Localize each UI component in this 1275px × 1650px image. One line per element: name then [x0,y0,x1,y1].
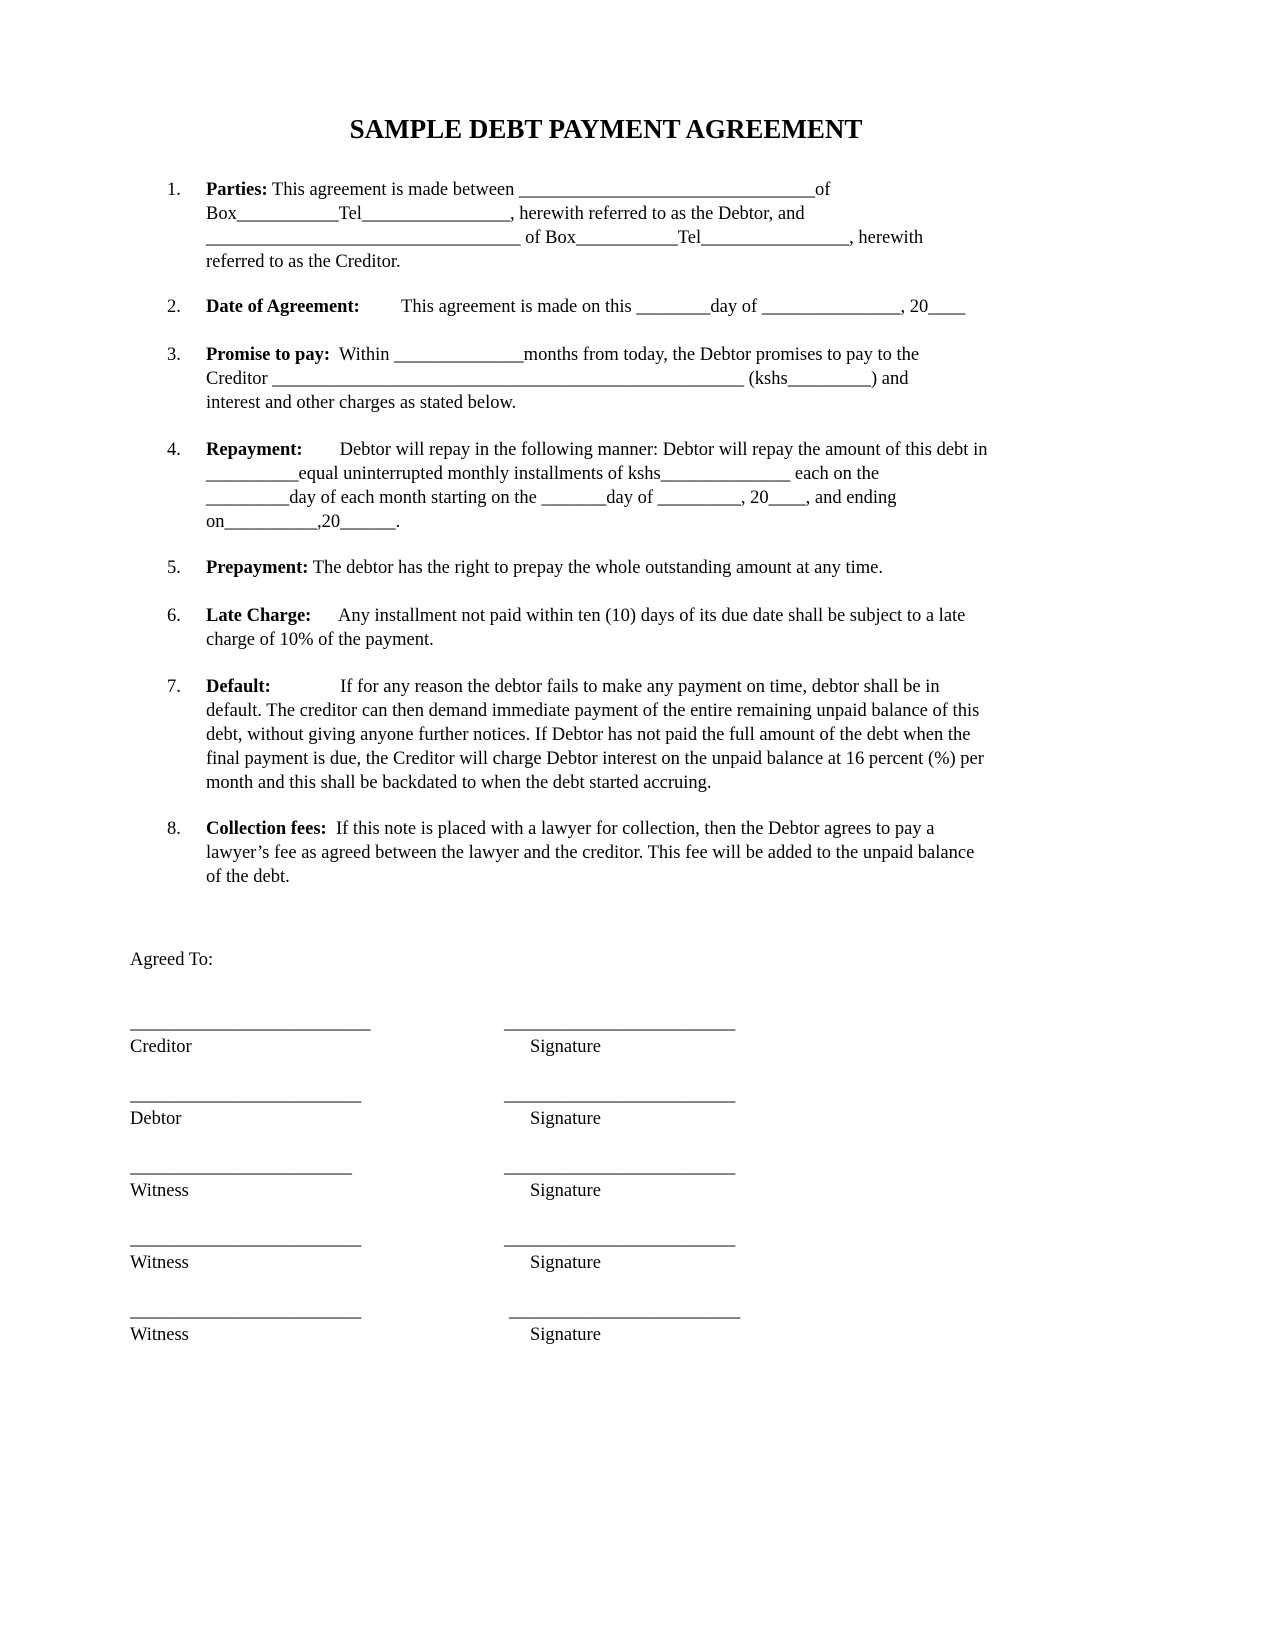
clause-heading: Parties: [206,180,268,200]
clause-line: charge of 10% of the payment. [206,630,434,650]
clause-text: This agreement is made on this ________day of _______________, 20____ [359,297,966,317]
signature-row-witness-3 [0,1299,1275,1359]
clause-heading: Date of Agreement: [206,297,360,317]
document-title: SAMPLE DEBT PAYMENT AGREEMENT [349,114,863,144]
clause-body [206,178,1086,274]
clause-line: debt, without giving anyone further notices. If Debtor has not paid the full amount of the debt when the [206,725,971,745]
clause-body [206,817,1086,889]
clause-text: Within ______________months from today, the Debtor promises to pay to the [330,345,920,365]
clause-heading: Promise to pay: [206,345,330,365]
clause-text: If for any reason the debtor fails to make any payment on time, debtor shall be in [270,677,940,697]
clause-heading: Prepayment: [206,558,309,578]
role-label: Witness [130,1253,189,1273]
clause-body [206,604,1086,652]
clause-body [206,556,1086,580]
clause-heading: Default: [206,677,271,697]
clause-number: 2. [167,297,181,317]
signature-row-witness-2 [0,1227,1275,1287]
clause-line: __________equal uninterrupted monthly installments of kshs______________ each on the [206,464,880,484]
signature-line: _________________________ [509,1301,741,1321]
name-line: ________________________ [130,1157,352,1177]
signature-label: Signature [530,1181,601,1201]
clause-number: 7. [167,677,181,697]
signature-row-debtor [0,1083,1275,1143]
clause-line [206,604,1086,628]
role-label: Witness [130,1181,189,1201]
clause-line [206,295,1086,319]
clause-line [206,178,1086,202]
clause-body [206,675,1086,795]
clause-line: _________day of each month starting on the _______day of _________, 20____, and ending [206,488,897,508]
clause-line: final payment is due, the Creditor will charge Debtor interest on the unpaid balance at 16 percent (%) per [206,749,984,769]
signature-row-witness-1 [0,1155,1275,1215]
clause-number: 1. [167,180,181,200]
signature-line: _________________________ [504,1013,736,1033]
signature-line: _________________________ [504,1157,736,1177]
clause-heading: Late Charge: [206,606,312,626]
signature-line: _________________________ [504,1229,736,1249]
name-line: __________________________ [130,1013,371,1033]
clause-line [206,438,1086,462]
clause-line [206,556,1086,580]
name-line: _________________________ [130,1229,362,1249]
clause-number: 4. [167,440,181,460]
signature-label: Signature [530,1253,601,1273]
clause-line: Creditor ___________________________________________________ (kshs_________) and [206,369,909,389]
signature-line: _________________________ [504,1085,736,1105]
clause-body [206,295,1086,319]
clause-text: If this note is placed with a lawyer for collection, then the Debtor agrees to pay a [326,819,935,839]
clause-heading: Repayment: [206,440,303,460]
clause-line: referred to as the Creditor. [206,252,401,272]
clause-text: The debtor has the right to prepay the whole outstanding amount at any time. [308,558,883,578]
name-line: _________________________ [130,1301,362,1321]
clause-body [206,438,1086,534]
signature-label: Signature [530,1325,601,1345]
clause-line [206,675,1086,699]
clause-number: 3. [167,345,181,365]
clause-line [206,343,1086,367]
clause-line: interest and other charges as stated below. [206,393,517,413]
signature-label: Signature [530,1037,601,1057]
clause-heading: Collection fees: [206,819,327,839]
signature-label: Signature [530,1109,601,1129]
clause-number: 5. [167,558,181,578]
role-label: Debtor [130,1109,182,1129]
clause-line: __________________________________ of Box___________Tel________________, herewith [206,228,924,248]
clause-line [206,817,1086,841]
clause-line: lawyer’s fee as agreed between the lawyer and the creditor. This fee will be added to the unpaid balance [206,843,975,863]
clause-body [206,343,1086,415]
role-label: Creditor [130,1037,192,1057]
name-line: _________________________ [130,1085,362,1105]
clause-line: month and this shall be backdated to when the debt started accruing. [206,773,712,793]
clause-text: Debtor will repay in the following manner: Debtor will repay the amount of this debt in [302,440,988,460]
role-label: Witness [130,1325,189,1345]
signature-row-creditor [0,1011,1275,1071]
agreed-to-label: Agreed To: [130,950,214,970]
clause-number: 8. [167,819,181,839]
clause-line: on__________,20______. [206,512,401,532]
clause-text: This agreement is made between ________________________________of [267,180,831,200]
clause-line: default. The creditor can then demand immediate payment of the entire remaining unpaid balance of this [206,701,980,721]
clause-line: Box___________Tel________________, herewith referred to as the Debtor, and [206,204,805,224]
clause-text: Any installment not paid within ten (10) days of its due date shall be subject to a late [311,606,966,626]
clause-line: of the debt. [206,867,290,887]
clause-number: 6. [167,606,181,626]
